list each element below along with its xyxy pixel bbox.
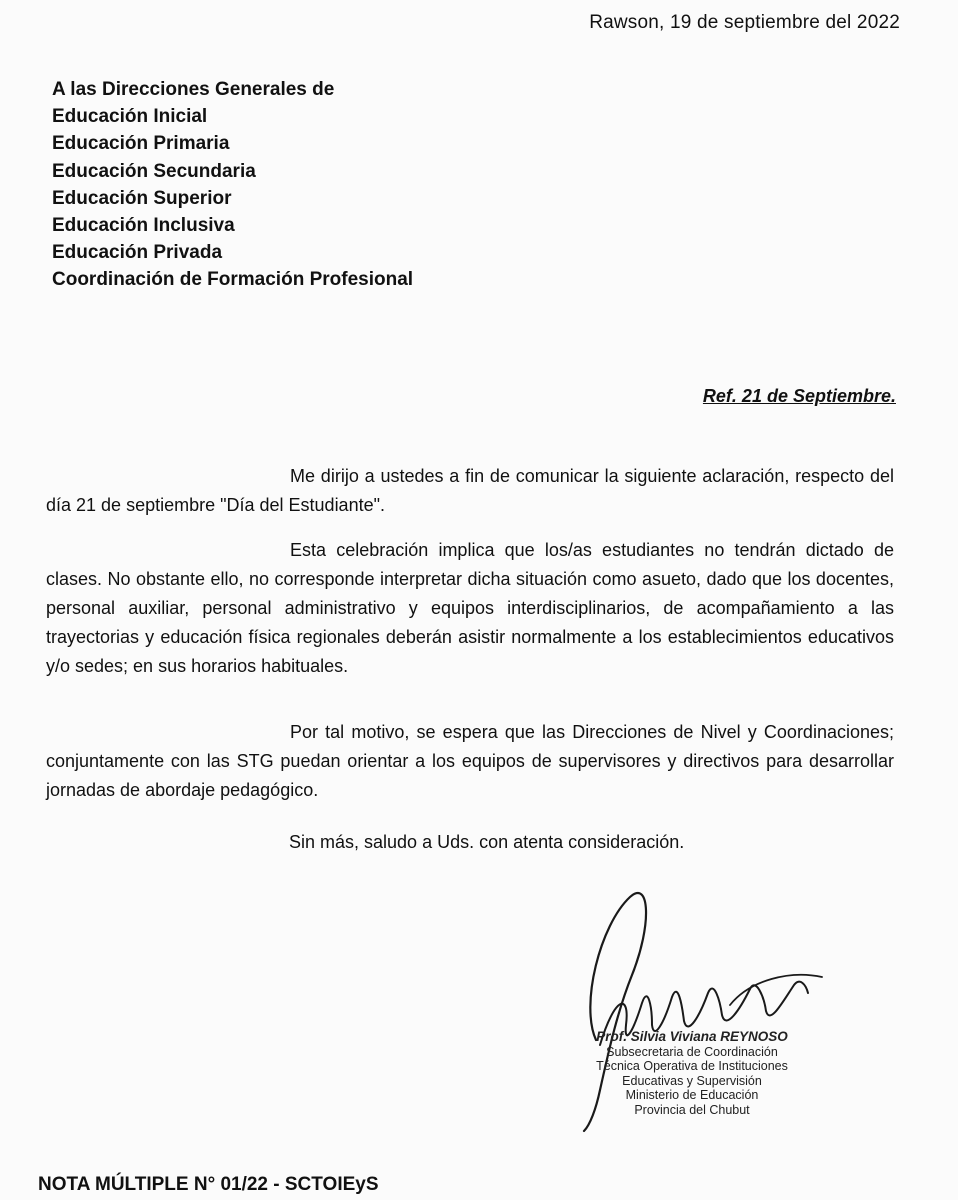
recipient-line: Educación Secundaria (52, 160, 256, 182)
recipient-line: Educación Privada (52, 242, 223, 264)
signatory-name: Prof. Silvia Viviana REYNOSO (596, 1029, 788, 1044)
reference-line: Ref. 21 de Septiembre. (702, 386, 896, 406)
closing-line: Sin más, saludo a Uds. con atenta consideración. (289, 832, 685, 852)
signatory-title-line: Educativas y Supervisión (622, 1073, 762, 1088)
signatory-title-line: Técnica Operativa de Instituciones (596, 1059, 788, 1074)
letter-date: Rawson, 19 de septiembre del 2022 (589, 12, 900, 33)
body-paragraph: Esta celebración implica que los/as estudiantes no tendrán dictado de clases. No obstante ello, no corresponde interpretar dicha situación como asueto, dado que los docentes, personal auxiliar, personal administrativo y equipos interdisciplinarios, de acompañamiento a las trayectorias y educación física regionales deberán asistir normalmente a los establecimientos educativos y/o sedes; en sus horarios habituales. (46, 540, 894, 676)
recipient-line: Educación Superior (52, 187, 232, 209)
body-paragraph: Por tal motivo, se espera que las Direcciones de Nivel y Coordinaciones; conjuntamente con las STG puedan orientar a los equipos de supervisores y directivos para desarrollar jornadas de abordaje pedagógico. (46, 722, 894, 800)
signatory-title-line: Ministerio de Educación (625, 1088, 759, 1103)
recipient-line: Coordinación de Formación Profesional (52, 269, 414, 291)
signature-block (562, 1030, 822, 1118)
signatory-title-line: Provincia del Chubut (634, 1102, 750, 1117)
recipient-line: Educación Inclusiva (52, 215, 235, 237)
body-paragraph: Me dirijo a ustedes a fin de comunicar la siguiente aclaración, respecto del día 21 de septiembre "Día del Estudiante". (46, 466, 894, 515)
signatory-title-line: Subsecretaria de Coordinación (606, 1044, 778, 1059)
recipient-line: Educación Primaria (52, 133, 230, 155)
recipient-list (52, 76, 413, 294)
recipient-line: A las Direcciones Generales de (52, 79, 335, 100)
recipient-line: Educación Inicial (52, 106, 208, 128)
note-number: NOTA MÚLTIPLE N° 01/22 - SCTOIEyS (38, 1174, 379, 1195)
